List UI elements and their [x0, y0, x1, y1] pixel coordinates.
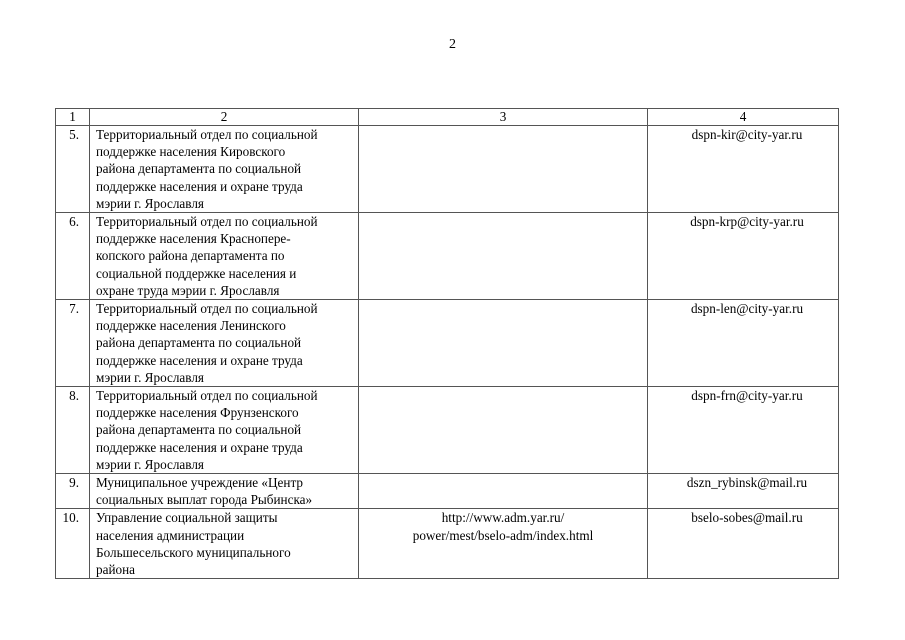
organization-name-line: поддержке населения Ленинского — [96, 318, 286, 334]
row-number: 5. — [56, 126, 90, 213]
table-row — [56, 126, 839, 213]
email-address[interactable]: dspn-len@city-yar.ru — [648, 300, 839, 387]
email-address[interactable]: dspn-krp@city-yar.ru — [648, 213, 839, 300]
website-cell — [359, 387, 648, 474]
organization-name-line: поддержке населения Фрунзенского — [96, 405, 299, 421]
organization-name-line: поддержке населения и охране труда — [96, 352, 303, 368]
table-row — [56, 509, 839, 579]
website-cell — [359, 213, 648, 300]
table-row — [56, 300, 839, 387]
email-address[interactable]: bselo-sobes@mail.ru — [648, 509, 839, 579]
organization-name-line: социальных выплат города Рыбинска» — [96, 492, 313, 508]
column-header-4: 4 — [648, 109, 839, 126]
organization-name-line: мэрии г. Ярославля — [96, 195, 204, 211]
row-number: 6. — [56, 213, 90, 300]
organization-name-line: Территориальный отдел по социальной — [96, 127, 318, 142]
organization-name-line: социальной поддержке населения и — [96, 265, 297, 281]
organization-name-line: района департамента по социальной — [96, 335, 302, 351]
column-header-1: 1 — [56, 109, 90, 126]
website-link-line[interactable]: power/mest/bselo-adm/index.html — [412, 527, 594, 543]
table-row — [56, 474, 839, 509]
website-cell — [359, 126, 648, 213]
organizations-table — [55, 108, 839, 579]
organization-name-line: Территориальный отдел по социальной — [96, 301, 318, 317]
website-link-line[interactable]: http://www.adm.yar.ru/ — [441, 510, 565, 526]
website-cell — [359, 474, 648, 509]
organization-name-line: Большесельского муниципального — [96, 544, 291, 560]
organization-name — [90, 213, 359, 300]
organization-name-line: мэрии г. Ярославля — [96, 369, 204, 385]
row-number: 7. — [56, 300, 90, 387]
organization-name — [90, 126, 359, 213]
organization-name-line: мэрии г. Ярославля — [96, 456, 204, 472]
table-row — [56, 387, 839, 474]
column-header-2: 2 — [90, 109, 359, 126]
organization-name — [90, 474, 359, 509]
table-row — [56, 213, 839, 300]
organization-name-line: охране труда мэрии г. Ярославля — [96, 282, 280, 298]
column-header-3: 3 — [359, 109, 648, 126]
organization-name — [90, 387, 359, 474]
website-cell — [359, 300, 648, 387]
organization-name-line: Территориальный отдел по социальной — [96, 214, 318, 230]
organization-name-line: поддержке населения и охране труда — [96, 439, 303, 455]
row-number: 8. — [56, 387, 90, 474]
row-number: 10. — [56, 509, 90, 579]
organization-name — [90, 300, 359, 387]
email-address[interactable]: dspn-frn@city-yar.ru — [648, 387, 839, 474]
page-number: 2 — [449, 37, 456, 52]
organization-name-line: Муниципальное учреждение «Центр — [96, 475, 303, 491]
organization-name — [90, 509, 359, 579]
organization-name-line: Территориальный отдел по социальной — [96, 388, 318, 404]
website-cell — [359, 509, 648, 579]
organization-name-line: поддержке населения Краснопере- — [96, 231, 291, 247]
organization-name-line: поддержке населения Кировского — [96, 144, 286, 160]
organization-name-line: поддержке населения и охране труда — [96, 178, 303, 194]
organization-name-line: копского района департамента по — [96, 248, 285, 264]
organization-name-line: Управление социальной защиты — [96, 510, 278, 526]
organization-name-line: района департамента по социальной — [96, 422, 302, 438]
email-address[interactable]: dspn-kir@city-yar.ru — [648, 126, 839, 213]
organization-name-line: населения администрации — [96, 527, 245, 543]
email-address[interactable]: dszn_rybinsk@mail.ru — [648, 474, 839, 509]
row-number: 9. — [56, 474, 90, 509]
table-header-row — [56, 109, 839, 126]
organization-name-line: района — [96, 562, 136, 578]
organization-name-line: района департамента по социальной — [96, 161, 302, 177]
